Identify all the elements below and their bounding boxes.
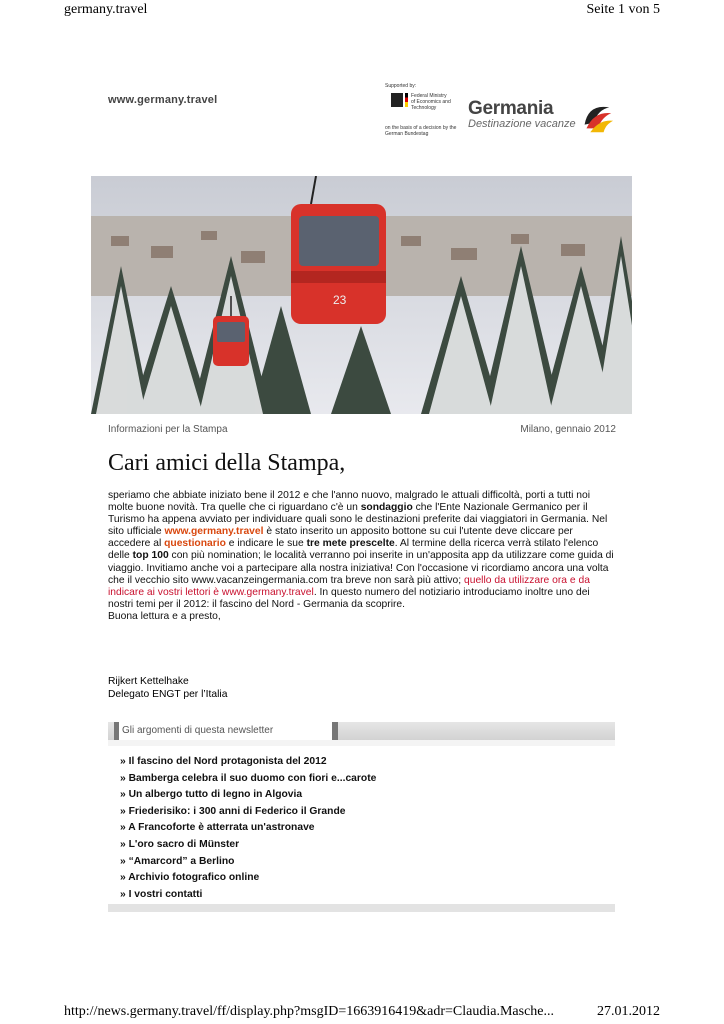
german-flag-icon [405, 93, 408, 107]
ministry-name: Federal Ministry of Economics and Technology [411, 93, 451, 111]
toc-item[interactable] [108, 837, 615, 854]
print-footer-url: http://news.germany.travel/ff/display.php?msgID=1663916419&adr=Claudia.Masche... [64, 1004, 555, 1019]
body-segment: e indicare le sue [225, 538, 307, 550]
closing-line: Buona lettura e a presto, [108, 610, 221, 622]
tre-mete-bold: tre mete prescelte [306, 538, 395, 550]
toc-link[interactable]: » Un albergo tutto di legno in Algovia [120, 789, 303, 801]
body-segment: con più nomination; le località verranno poi inserite in un'apposita app da utilizzare come guida di viaggio. Invitiamo anche voi a partecipare alla nostra iniziativa! Con l'occasione vi ricordiamo ancora una volta che il vecchio sito www.vacanzeingermania.com tra breve non sarà più attivo; [108, 550, 614, 586]
supported-by-label: Supported by: [385, 83, 417, 89]
signature-name: Rijkert Kettelhake [108, 676, 189, 687]
print-header-page: Seite 1 von 5 [586, 2, 660, 17]
toc-link[interactable]: » L'oro sacro di Münster [120, 838, 240, 850]
toc-tab: Gli argomenti di questa newsletter [114, 722, 338, 740]
site-link[interactable]: www.germany.travel [164, 526, 264, 538]
hero-image-cable-cars [91, 176, 632, 414]
toc-link[interactable]: » A Francoforte è atterrata un'astronave [120, 822, 315, 834]
germania-swirl-icon [577, 98, 615, 136]
toc-item[interactable] [108, 854, 615, 871]
print-footer-date: 27.01.2012 [597, 1004, 660, 1019]
body-segment: è stato inserito un apposito bottone su cui l'utente deve cliccare per accedere al [108, 526, 573, 550]
print-header [0, 0, 724, 20]
toc-item[interactable] [108, 771, 615, 788]
toc-list [108, 746, 615, 907]
germania-title: Germania [468, 98, 554, 119]
sondaggio-bold: sondaggio [360, 502, 413, 514]
body-segment: . Al termine della ricerca verrà stilato l'elenco delle [108, 538, 599, 562]
brand-url[interactable]: www.germany.travel [108, 94, 218, 106]
toc-item[interactable] [108, 887, 615, 904]
toc-item[interactable] [108, 820, 615, 837]
print-footer [0, 1002, 724, 1024]
bundestag-basis: on the basis of a decision by the German Bundestag [385, 125, 457, 137]
destinazione-subtitle: Destinazione vacanze [468, 118, 576, 130]
toc-link[interactable]: » “Amarcord” a Berlino [120, 855, 235, 867]
eagle-icon [391, 93, 403, 107]
newsletter-toc [108, 722, 615, 912]
body-segment: speriamo che abbiate iniziato bene il 2012 e che l'anno nuovo, malgrado le attuali difficoltà, porti a tutti noi molte buone novità. Tra quelle che ci riguardano c'è un [108, 490, 591, 514]
meta-press-info: Informazioni per la Stampa [108, 424, 228, 435]
red-note: quello da utilizzare ora e da indicare ai vostri lettori è www.germany.travel [108, 574, 590, 598]
cabin-number: 23 [333, 293, 347, 307]
signature-role: Delegato ENGT per l’Italia [108, 688, 228, 700]
print-header-site: germany.travel [64, 2, 148, 17]
toc-item[interactable] [108, 787, 615, 804]
signature [108, 676, 227, 701]
toc-link[interactable]: » Bamberga celebra il suo duomo con fiori e...carote [120, 772, 377, 784]
toc-link[interactable]: » Archivio fotografico online [120, 872, 260, 884]
page-title: Cari amici della Stampa, [108, 450, 346, 476]
body-segment: . In questo numero del notiziario introduciamo inoltre uno dei nostri temi per il 2012: il fascino del Nord - Germania da scoprire. [108, 586, 590, 610]
toc-bottom-bar [108, 904, 615, 912]
toc-item[interactable] [108, 870, 615, 887]
toc-link[interactable]: » Friederisiko: i 300 anni di Federico il Grande [120, 805, 346, 817]
body-segment: che l'Ente Nazionale Germanico per il Turismo ha appena avviato per individuare quali sono le destinazioni preferite dai viaggiatori in Germania. Nel sito ufficiale [108, 502, 608, 538]
questionario-link[interactable]: questionario [164, 538, 226, 550]
body-text [108, 490, 616, 623]
germania-logo [468, 98, 576, 130]
top100-bold: top 100 [132, 550, 169, 562]
toc-link[interactable]: » I vostri contatti [120, 888, 203, 900]
toc-item[interactable] [108, 754, 615, 771]
toc-link[interactable]: » Il fascino del Nord protagonista del 2012 [120, 756, 327, 767]
meta-date: Milano, gennaio 2012 [520, 424, 616, 435]
body-paragraph [108, 490, 616, 611]
toc-item[interactable] [108, 804, 615, 821]
supported-by-badge [385, 83, 457, 153]
